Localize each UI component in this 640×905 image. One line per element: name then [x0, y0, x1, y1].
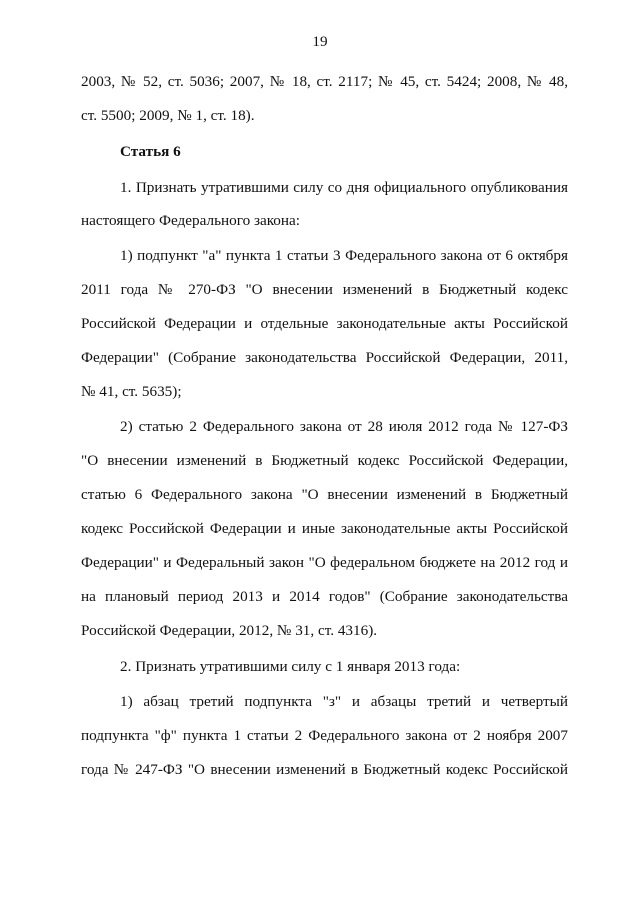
text-line: на плановый период 2013 и 2014 годов" (Собрание законодательства	[81, 588, 568, 605]
text-line: № 41, ст. 5635);	[81, 383, 182, 400]
text-line: подпункта "ф" пункта 1 статьи 2 Федерального закона от 2 ноября 2007	[81, 727, 568, 744]
text-line: года № 247-ФЗ "О внесении изменений в Бюджетный кодекс Российской	[81, 761, 568, 778]
text-line: Российской Федерации, 2012, № 31, ст. 4316).	[81, 622, 378, 639]
text-line: 2. Признать утратившими силу с 1 января 2013 года:	[120, 658, 461, 675]
text-line: 2011 года № 270-ФЗ "О внесении изменений в Бюджетный кодекс	[81, 281, 568, 298]
text-line: 2003, № 52, ст. 5036; 2007, № 18, ст. 2117; № 45, ст. 5424; 2008, № 48,	[81, 73, 568, 90]
text-line: Российской Федерации и отдельные законодательные акты Российской	[81, 315, 568, 332]
text-line: ст. 5500; 2009, № 1, ст. 18).	[81, 107, 255, 124]
text-line: 1) подпункт "а" пункта 1 статьи 3 Федерального закона от 6 октября	[120, 247, 568, 264]
text-line: настоящего Федерального закона:	[81, 212, 300, 229]
text-line: 1) абзац третий подпункта "з" и абзацы третий и четвертый	[120, 693, 568, 710]
text-line: статью 6 Федерального закона "О внесении изменений в Бюджетный	[81, 486, 568, 503]
text-line: 2) статью 2 Федерального закона от 28 июля 2012 года № 127-ФЗ	[120, 418, 568, 435]
text-line: кодекс Российской Федерации и иные законодательные акты Российской	[81, 520, 568, 537]
page-number: 19	[312, 33, 328, 50]
text-line: "О внесении изменений в Бюджетный кодекс Российской Федерации,	[81, 452, 568, 469]
article-heading: Статья 6	[120, 143, 181, 160]
text-line: 1. Признать утратившими силу со дня официального опубликования	[120, 179, 568, 196]
text-line: Федерации" (Собрание законодательства Российской Федерации, 2011,	[81, 349, 568, 366]
text-line: Федерации" и Федеральный закон "О федеральном бюджете на 2012 год и	[81, 554, 568, 571]
